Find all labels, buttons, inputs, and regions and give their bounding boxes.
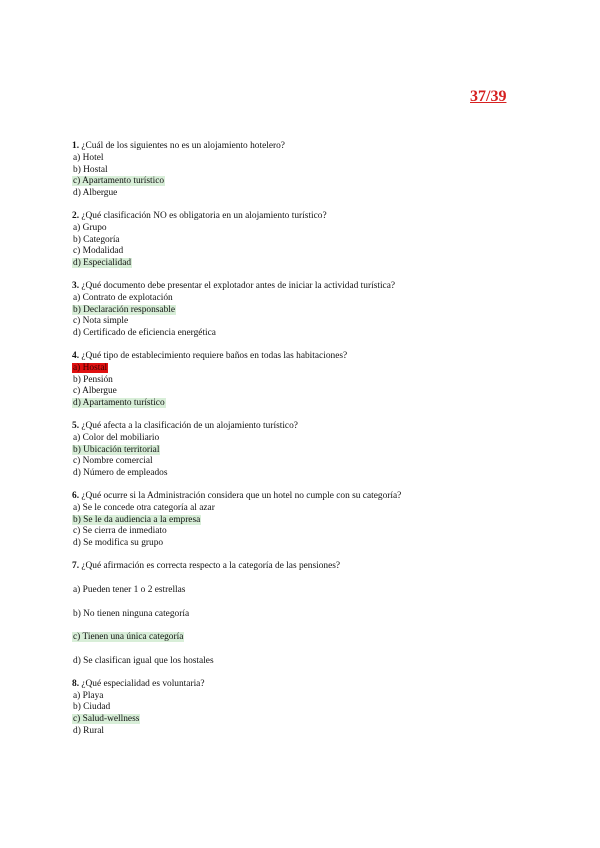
question-number: 6. (72, 490, 80, 501)
option-d[interactable]: d) Se modifica su grupo (73, 538, 164, 549)
option-b-correct[interactable]: b) Se le da audiencia a la empresa (73, 514, 201, 525)
option-d-correct[interactable]: d) Especialidad (73, 258, 132, 269)
option-d[interactable]: d) Número de empleados (73, 468, 168, 479)
option-b[interactable]: b) Hostal (73, 164, 108, 175)
option-d[interactable]: d) Albergue (73, 188, 118, 199)
option-b[interactable]: b) Ciudad (73, 702, 111, 713)
question-number: 5. (72, 420, 80, 431)
option-a[interactable]: a) Playa (73, 690, 104, 701)
question-1 (72, 141, 540, 200)
option-a[interactable]: a) Contrato de explotación (73, 292, 173, 303)
question-text: 2. ¿Qué clasificación NO es obligatoria en un alojamiento turístico? (72, 210, 327, 221)
option-c[interactable]: c) Nombre comercial (73, 456, 153, 467)
option-d[interactable]: d) Se clasifican igual que los hostales (73, 656, 214, 667)
question-text: 5. ¿Qué afecta a la clasificación de un alojamiento turístico? (72, 420, 298, 431)
question-number: 8. (72, 678, 80, 689)
option-c-correct[interactable]: c) Salud-wellness (73, 714, 140, 725)
option-b-correct[interactable]: b) Ubicación territorial (73, 444, 160, 455)
option-b-correct[interactable]: b) Declaración responsable (73, 304, 176, 315)
option-c-correct[interactable]: c) Tienen una única categoría (73, 632, 184, 643)
question-8 (72, 679, 540, 738)
question-number: 2. (72, 210, 80, 221)
question-text: 1. ¿Cuál de los siguientes no es un alojamiento hotelero? (72, 141, 285, 151)
question-number: 4. (72, 350, 80, 361)
quiz-questions (72, 141, 540, 749)
question-4 (72, 351, 540, 410)
question-number: 7. (72, 560, 80, 571)
option-a[interactable]: a) Grupo (73, 222, 107, 233)
option-c[interactable]: c) Albergue (73, 386, 117, 397)
option-c[interactable]: c) Modalidad (73, 246, 124, 257)
option-b[interactable]: b) Pensión (73, 374, 113, 385)
option-d[interactable]: d) Rural (73, 726, 104, 737)
question-text: 6. ¿Qué ocurre si la Administración considera que un hotel no cumple con su categoría? (72, 490, 402, 501)
question-2 (72, 211, 540, 270)
option-d-correct[interactable]: d) Apartamento turístico (73, 398, 165, 409)
option-a[interactable]: a) Se le concede otra categoría al azar (73, 502, 215, 513)
question-number: 1. (72, 141, 80, 151)
option-d[interactable]: d) Certificado de eficiencia energética (73, 328, 216, 339)
option-a[interactable]: a) Hotel (73, 152, 104, 163)
question-6 (72, 491, 540, 550)
option-c-correct[interactable]: c) Apartamento turístico (73, 176, 165, 187)
option-b[interactable]: b) Categoría (73, 234, 120, 245)
question-text: 3. ¿Qué documento debe presentar el explotador antes de iniciar la actividad turística? (72, 280, 396, 291)
option-a-wrong[interactable]: a) Hostal (73, 362, 108, 373)
question-text: 7. ¿Qué afirmación es correcta respecto a la categoría de las pensiones? (72, 560, 341, 571)
question-5 (72, 421, 540, 480)
question-text: 8. ¿Qué especialidad es voluntaria? (72, 678, 205, 689)
question-text: 4. ¿Qué tipo de establecimiento requiere baños en todas las habitaciones? (72, 350, 348, 361)
question-number: 3. (72, 280, 80, 291)
score-label: 37/39 (470, 88, 507, 105)
option-a[interactable]: a) Pueden tener 1 o 2 estrellas (73, 584, 186, 595)
option-c[interactable]: c) Se cierra de inmediato (73, 526, 167, 537)
option-c[interactable]: c) Nota simple (73, 316, 129, 327)
option-a[interactable]: a) Color del mobiliario (73, 432, 160, 443)
question-3 (72, 281, 540, 340)
question-7 (72, 561, 540, 668)
option-b[interactable]: b) No tienen ninguna categoría (73, 608, 190, 619)
